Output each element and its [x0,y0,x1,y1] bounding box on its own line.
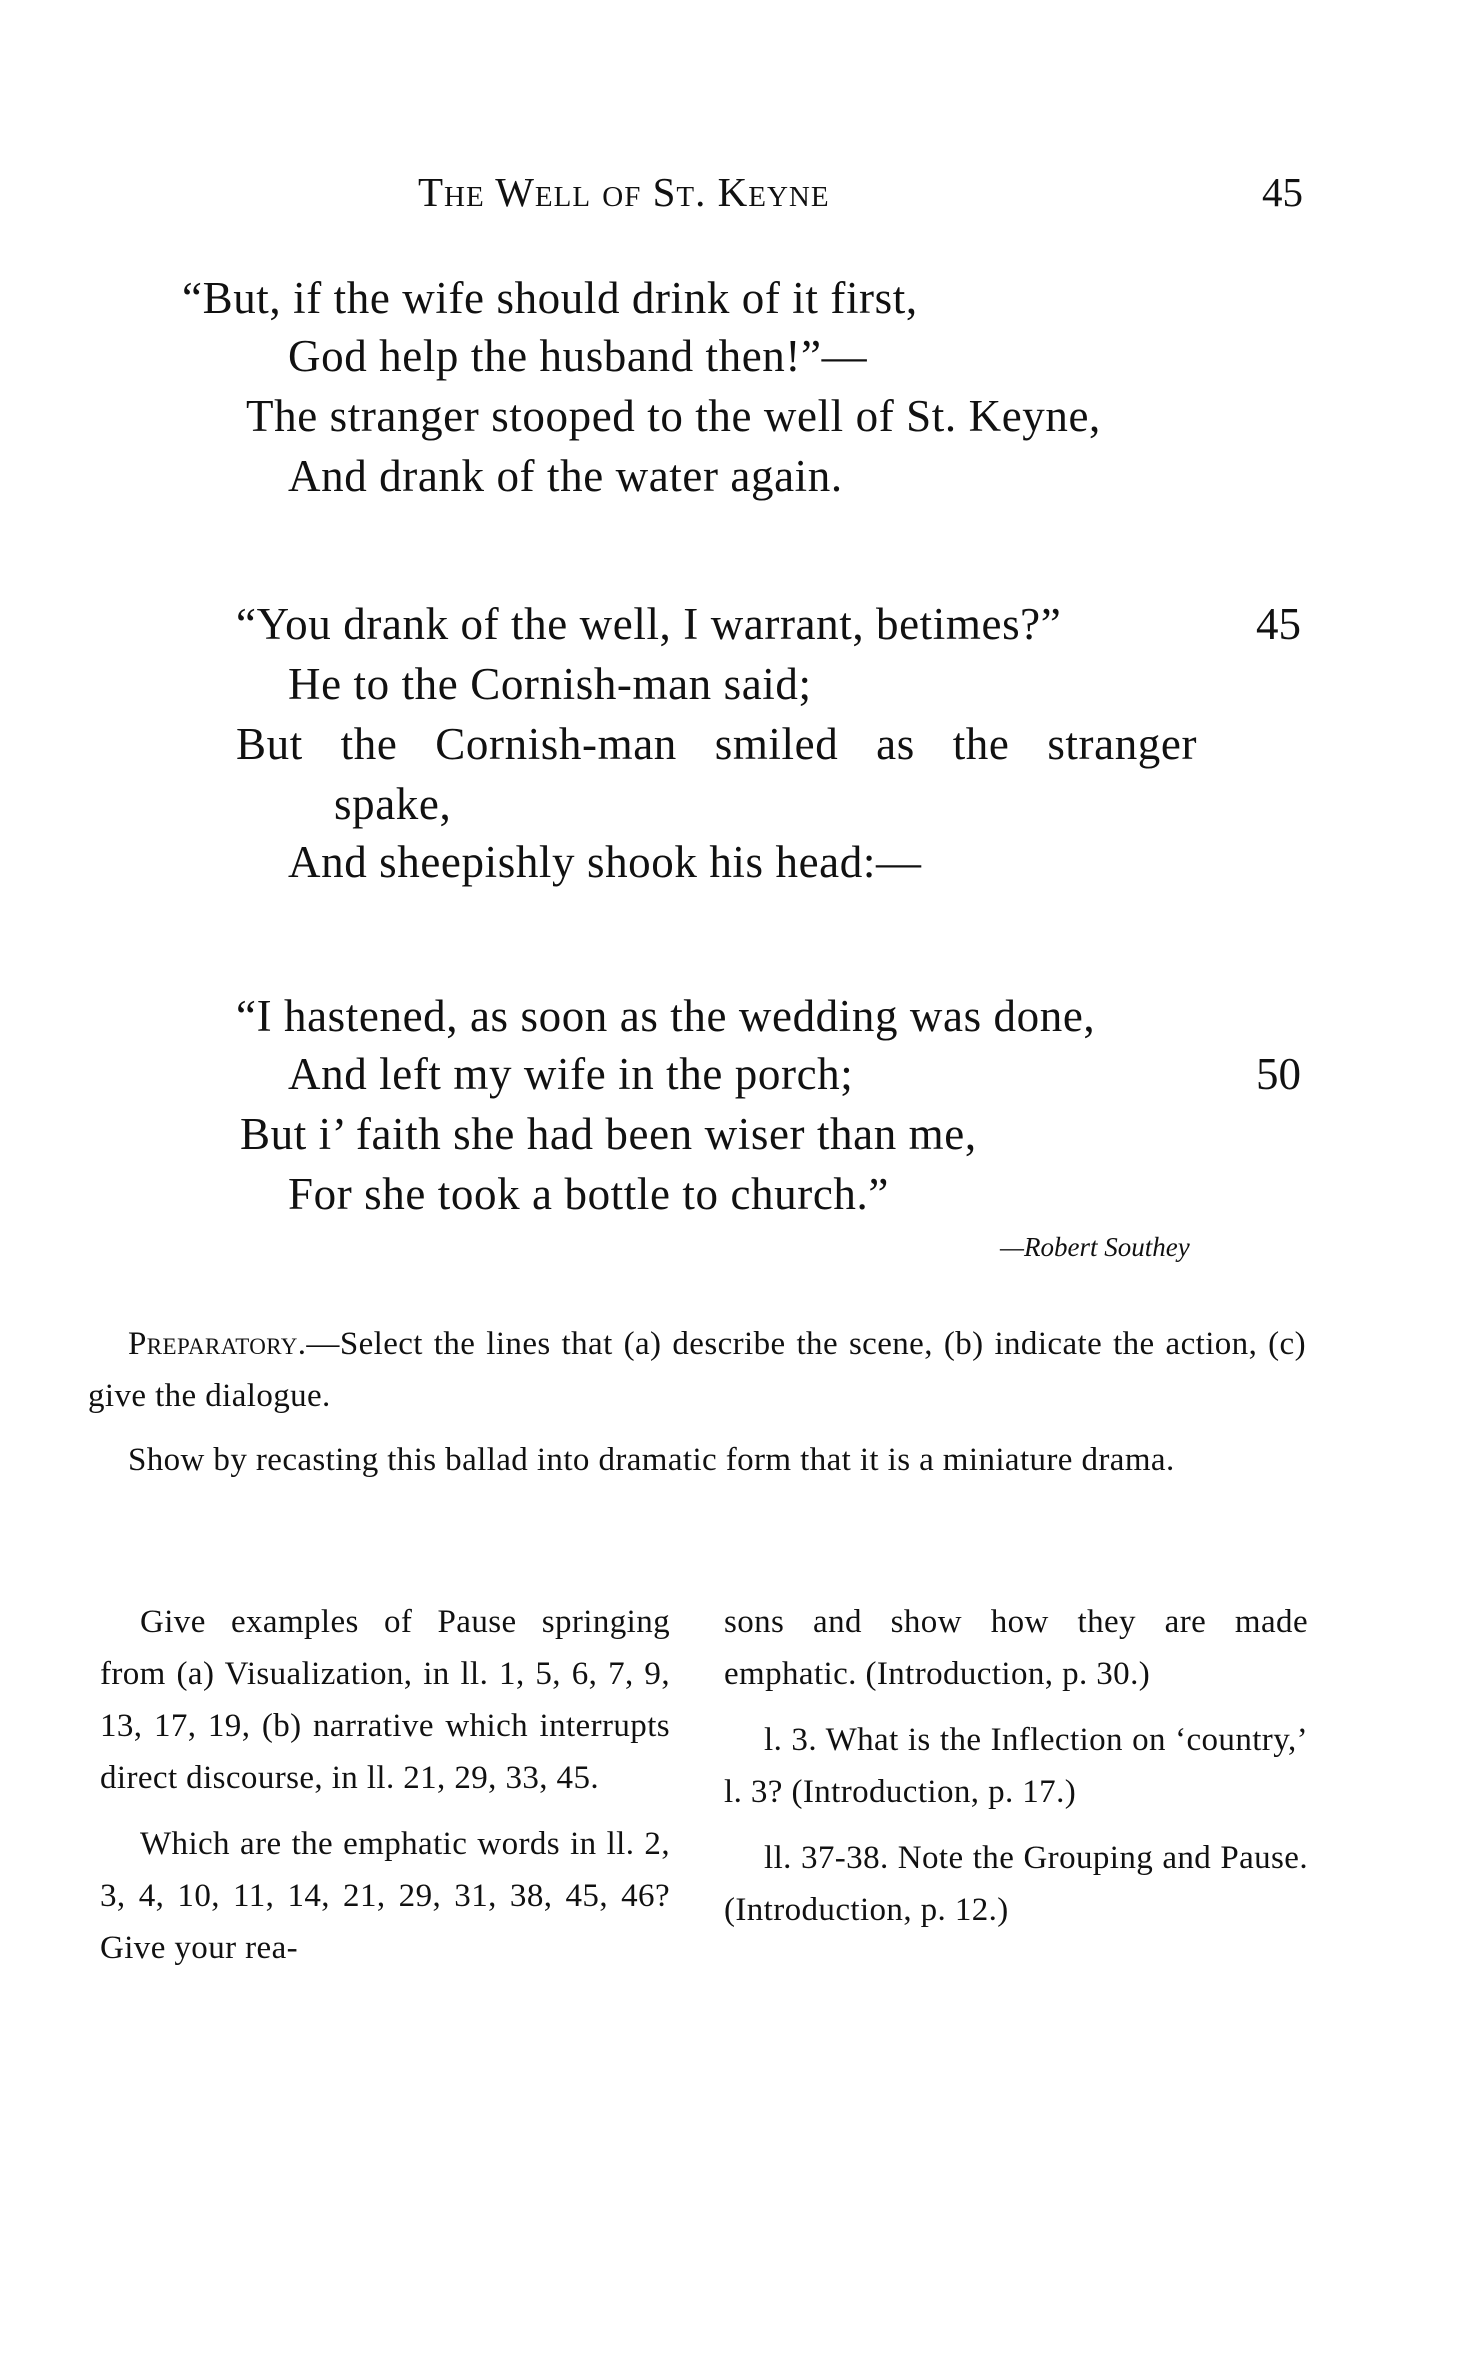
poem-line: And drank of the water again. [288,451,843,501]
poem-line: spake, [334,779,452,829]
poem-line: And sheepishly shook his head:— [288,837,922,887]
poem-line: And left my wife in the porch; [288,1049,854,1099]
poem-line: But i’ faith she had been wiser than me, [240,1109,977,1159]
poem-line: “But, if the wife should drink of it first, [182,273,918,323]
poem-line: For she took a bottle to church.” [288,1169,889,1219]
questions-left-column [100,1596,670,1988]
question-paragraph: ll. 37-38. Note the Grouping and Pause. (Introduction, p. 12.) [724,1840,1308,1928]
preparatory-notes [88,1318,1306,1486]
question-paragraph: l. 3. What is the Inflection on ‘country,’ l. 3? (Introduction, p. 17.) [724,1722,1308,1810]
question-paragraph: Give examples of Pause springing from (a) Visualization, in ll. 1, 5, 6, 7, 9, 13, 17, 19, (b) narrative which interrupts direct discourse, in ll. 21, 29, 33, 45. [100,1604,670,1796]
page-title: The Well of St. Keyne [418,169,830,215]
question-paragraph: sons and show how they are made emphatic. (Introduction, p. 30.) [724,1604,1308,1692]
attribution: —Robert Southey [1000,1232,1190,1262]
poem-line: He to the Cornish-man said; [288,659,812,709]
preparatory-second: Show by recasting this ballad into dramatic form that it is a miniature drama. [128,1442,1175,1478]
preparatory-label: Preparatory. [128,1326,307,1362]
poem-line: The stranger stooped to the well of St. Keyne, [246,391,1101,441]
poem-line: But the Cornish-man smiled as the stranger [236,719,1198,769]
page-number: 45 [1262,169,1303,215]
poem-line: “I hastened, as soon as the wedding was done, [236,991,1096,1041]
line-number: 45 [1256,599,1301,649]
poem-line: God help the husband then!”— [288,331,868,381]
questions-right-column [724,1596,1308,1950]
question-paragraph: Which are the emphatic words in ll. 2, 3, 4, 10, 11, 14, 21, 29, 31, 38, 45, 46? Give your rea- [100,1826,670,1966]
preparatory-text: —Select the lines that (a) describe the scene, (b) indicate the action, (c) give the dialogue. [88,1326,1306,1414]
preparatory-paragraph [88,1318,1306,1422]
poem-line-justified [236,718,1306,770]
poem-line: “You drank of the well, I warrant, betimes?” [236,599,1062,649]
line-number: 50 [1256,1049,1301,1099]
